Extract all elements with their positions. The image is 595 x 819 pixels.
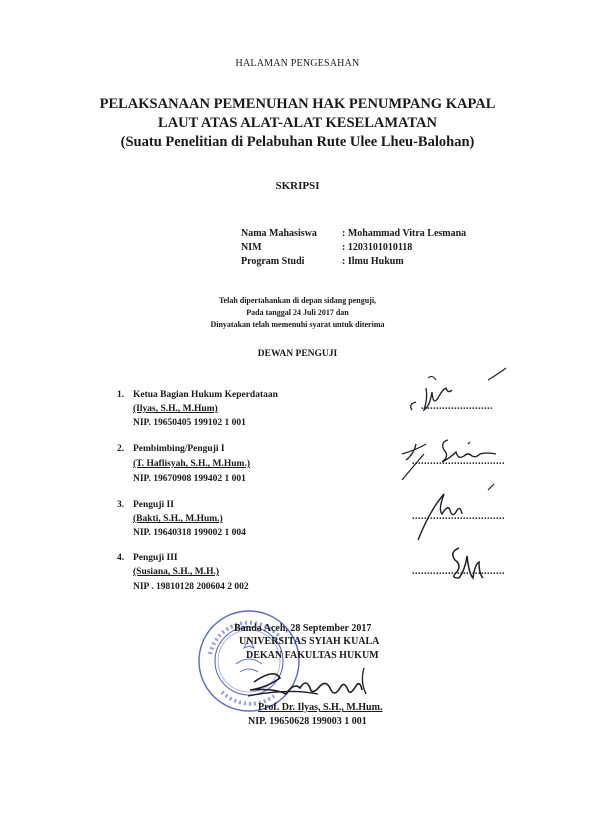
signature-line: ............................... bbox=[412, 566, 505, 577]
nim-label: NIM bbox=[241, 242, 262, 253]
defense-line-1: Telah dipertahankan di depan sidang penguji, bbox=[218, 296, 377, 305]
university-name: UNIVERSITAS SYIAH KUALA bbox=[239, 636, 380, 647]
name-value: : Mohammad Vitra Lesmana bbox=[342, 228, 467, 239]
examiner-number: 1. bbox=[117, 390, 125, 400]
examiner-name: (Ilyas, S.H., M.Hum) bbox=[133, 404, 218, 414]
examiner-number: 4. bbox=[117, 553, 125, 563]
examiner-nip: NIP. 19650405 199102 1 001 bbox=[133, 418, 246, 428]
examiner-number: 2. bbox=[117, 444, 125, 454]
examiner-nip: NIP . 19810128 200604 2 002 bbox=[133, 582, 249, 592]
examiner-name: (Susiana, S.H., M.H.) bbox=[133, 567, 220, 577]
doc-type: SKRIPSI bbox=[275, 180, 320, 192]
thesis-title-line-1: PELAKSANAAN PEMENUHAN HAK PENUMPANG KAPAL bbox=[99, 96, 496, 112]
examiner-number: 3. bbox=[117, 500, 125, 510]
dean-title: DEKAN FAKULTAS HUKUM bbox=[246, 650, 379, 661]
dean-name: Prof. Dr. Ilyas, S.H., M.Hum. bbox=[258, 702, 383, 713]
dean-signature bbox=[236, 660, 396, 706]
examiner-role: Ketua Bagian Hukum Keperdataan bbox=[133, 390, 278, 400]
examiner-name: (T. Haflisyah, S.H., M.Hum.) bbox=[133, 459, 250, 469]
signature-1 bbox=[400, 360, 540, 420]
examiner-nip: NIP. 19640318 199002 1 004 bbox=[133, 528, 246, 538]
examiner-role: Pembimbing/Penguji I bbox=[133, 444, 225, 454]
defense-line-3: Dinyatakan telah memenuhi syarat untuk diterima bbox=[210, 320, 385, 329]
defense-line-2: Pada tanggal 24 Juli 2017 dan bbox=[246, 308, 349, 317]
examiner-name: (Bakti, S.H., M.Hum.) bbox=[133, 514, 223, 524]
dean-nip: NIP. 19650628 199003 1 001 bbox=[248, 716, 367, 727]
place-date: Banda Aceh, 28 September 2017 bbox=[234, 623, 372, 634]
nim-value: : 1203101010118 bbox=[342, 242, 413, 253]
signature-3 bbox=[408, 476, 508, 544]
examiner-role: Penguji III bbox=[133, 553, 178, 563]
signature-4 bbox=[445, 540, 505, 586]
examiner-nip: NIP. 19670908 199402 1 001 bbox=[133, 474, 246, 484]
program-value: : Ilmu Hukum bbox=[342, 256, 404, 267]
program-label: Program Studi bbox=[241, 256, 305, 267]
signature-line: ............................... bbox=[412, 456, 505, 467]
page-header: HALAMAN PENGESAHAN bbox=[235, 58, 360, 69]
name-label: Nama Mahasiswa bbox=[241, 228, 317, 239]
signature-line: ............................... bbox=[412, 511, 505, 522]
thesis-title-line-2: LAUT ATAS ALAT-ALAT KESELAMATAN bbox=[158, 115, 437, 131]
thesis-title-line-3: (Suatu Penelitian di Pelabuhan Rute Ulee Lheu-Balohan) bbox=[120, 134, 475, 150]
board-title: DEWAN PENGUJI bbox=[257, 349, 338, 359]
signature-line: ........................ bbox=[421, 401, 493, 412]
examiner-role: Penguji II bbox=[133, 500, 174, 510]
